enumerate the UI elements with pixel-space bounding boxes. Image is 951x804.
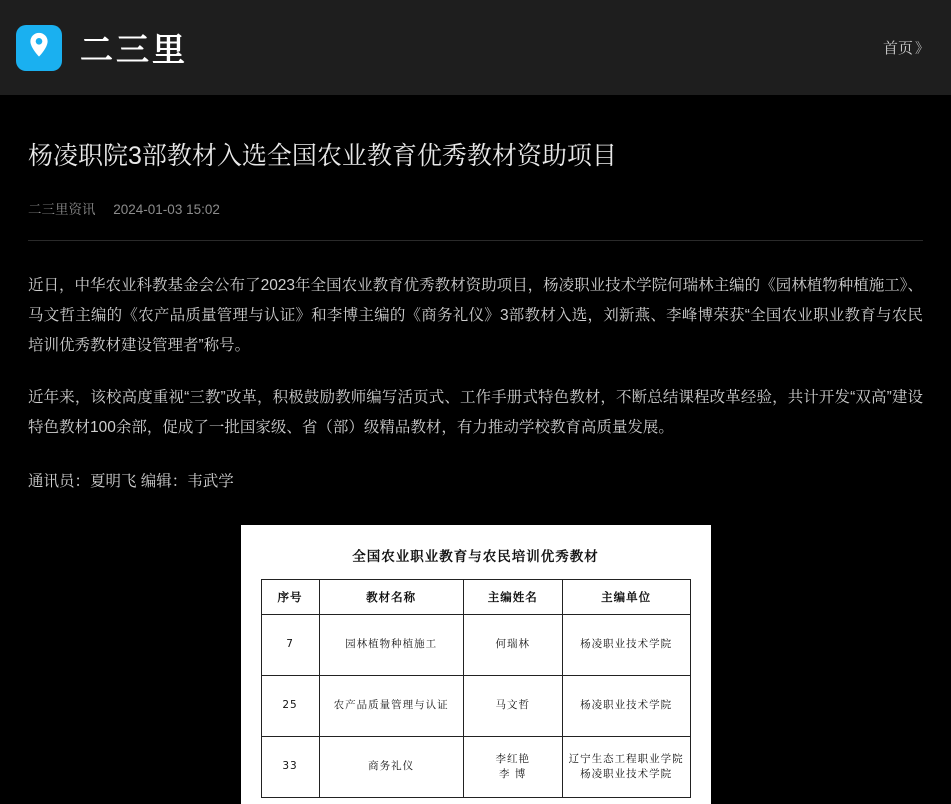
location-pin-icon (28, 31, 50, 62)
table-row (261, 736, 690, 797)
cell-unit: 杨凌职业技术学院 (562, 614, 690, 675)
cell-name: 商务礼仪 (319, 736, 463, 797)
site-logo-text: 二三里 (80, 31, 188, 68)
article-meta (28, 198, 923, 218)
cell-editor (463, 736, 562, 797)
cell-no: 7 (261, 614, 319, 675)
cell-editor: 马文哲 (463, 675, 562, 736)
cell-no: 33 (261, 736, 319, 797)
cell-editor-line1: 李红艳 (495, 752, 530, 765)
cell-unit-line2: 杨凌职业技术学院 (580, 767, 673, 780)
column-header-name: 教材名称 (319, 579, 463, 614)
figure-table (261, 579, 691, 798)
table-header-row (261, 579, 690, 614)
cell-unit: 杨凌职业技术学院 (562, 675, 690, 736)
article-source: 二三里资讯 (28, 201, 96, 217)
figure-title: 全国农业职业教育与农民培训优秀教材 (352, 548, 599, 565)
article (0, 96, 951, 804)
article-body (28, 241, 923, 804)
cell-name: 园林植物种植施工 (319, 614, 463, 675)
cell-unit (562, 736, 690, 797)
cell-name: 农产品质量管理与认证 (319, 675, 463, 736)
home-link-label: 首页 (882, 40, 913, 57)
chevron-right-icon: 》 (915, 39, 929, 56)
page-title: 杨凌职院3部教材入选全国农业教育优秀教材资助项目 (28, 142, 617, 170)
cell-no: 25 (261, 675, 319, 736)
article-header (28, 96, 923, 241)
article-paragraph: 近日，中华农业科教基金会公布了2023年全国农业教育优秀教材资助项目，杨凌职业技术学院何瑞林主编的《园林植物种植施工》、马文哲主编的《农产品质量管理与认证》和李博主编的《商务礼仪》3部教材入选，刘新燕、李峰博荣获“全国农业职业教育与农民培训优秀教材建设管理者”称号。 (28, 276, 923, 354)
article-datetime: 2024-01-03 15:02 (113, 201, 220, 217)
cell-editor-line2: 李 博 (499, 767, 527, 780)
article-figure-wrap (28, 525, 923, 804)
article-figure-image (241, 525, 711, 804)
cell-editor: 何瑞林 (463, 614, 562, 675)
table-row (261, 675, 690, 736)
column-header-editor: 主编姓名 (463, 579, 562, 614)
site-header (0, 0, 951, 96)
cell-unit-line1: 辽宁生态工程职业学院 (568, 752, 684, 765)
home-link[interactable] (883, 37, 929, 58)
article-signature: 通讯员：夏明飞 编辑：韦武学 (28, 472, 234, 490)
table-row (261, 614, 690, 675)
site-logo[interactable] (16, 25, 62, 71)
article-paragraph: 近年来，该校高度重视“三教”改革，积极鼓励教师编写活页式、工作手册式特色教材，不断总结课程改革经验，共计开发“双高”建设特色教材100余部，促成了一批国家级、省（部）级精品教材，有力推动学校教育高质量发展。 (28, 388, 923, 436)
column-header-no: 序号 (261, 579, 319, 614)
column-header-unit: 主编单位 (562, 579, 690, 614)
